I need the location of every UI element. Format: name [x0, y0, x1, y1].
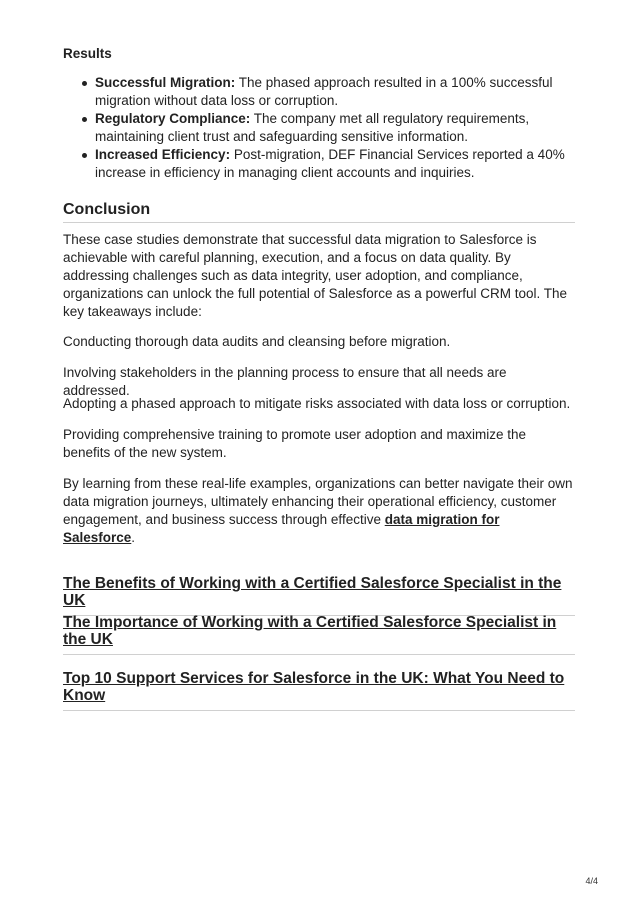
related-article	[63, 575, 575, 616]
item-title: Regulatory Compliance:	[95, 111, 251, 126]
item-text: Post-migration, DEF Financial Services reported a 40% increase in efficiency in managing client accounts and inquiries.	[95, 147, 565, 180]
results-heading: Results	[63, 46, 112, 61]
conclusion-intro: These case studies demonstrate that successful data migration to Salesforce is achievable with careful planning, execution, and a focus on data quality. By addressing challenges such as data integrity, user adoption, and compliance, organizations can unlock the full potential of Salesforce as a powerful CRM tool. The key takeaways include:	[63, 232, 568, 319]
list-item	[63, 110, 573, 146]
conclusion-heading: Conclusion	[63, 200, 575, 223]
bullet-icon	[82, 81, 87, 86]
related-link[interactable]: Top 10 Support Services for Salesforce in the UK: What You Need to Know	[63, 670, 565, 704]
related-article	[63, 614, 575, 655]
bullet-icon	[82, 153, 87, 158]
results-list	[63, 74, 573, 182]
item-text: The company met all regulatory requirements, maintaining client trust and safeguarding sensitive information.	[95, 111, 530, 144]
closing-end: .	[131, 530, 136, 545]
related-link[interactable]: The Benefits of Working with a Certified Salesforce Specialist in the UK	[63, 575, 562, 609]
list-item	[63, 146, 573, 182]
related-link[interactable]: The Importance of Working with a Certified Salesforce Specialist in the UK	[63, 614, 557, 648]
takeaway-paragraph: Conducting thorough data audits and cleansing before migration.	[63, 334, 451, 349]
takeaway-paragraph: Adopting a phased approach to mitigate risks associated with data loss or corruption.	[63, 396, 571, 411]
list-item	[63, 74, 573, 110]
item-text: The phased approach resulted in a 100% successful migration without data loss or corruption.	[95, 75, 553, 108]
item-title: Successful Migration:	[95, 75, 236, 90]
salesforce-migration-link[interactable]: data migration for Salesforce	[63, 512, 500, 545]
related-article	[63, 670, 575, 711]
item-title: Increased Efficiency:	[95, 147, 231, 162]
closing-text: By learning from these real-life examples, organizations can better navigate their own data migration journeys, ultimately enhancing their operational efficiency, customer engagement, and business success through effective	[63, 476, 573, 527]
closing-paragraph	[63, 475, 573, 547]
takeaway-paragraph: Providing comprehensive training to promote user adoption and maximize the benefits of the new system.	[63, 427, 527, 460]
bullet-icon	[82, 117, 87, 122]
takeaway-paragraph: Involving stakeholders in the planning process to ensure that all needs are addressed.	[63, 365, 507, 398]
page-number: 4/4	[585, 876, 598, 886]
